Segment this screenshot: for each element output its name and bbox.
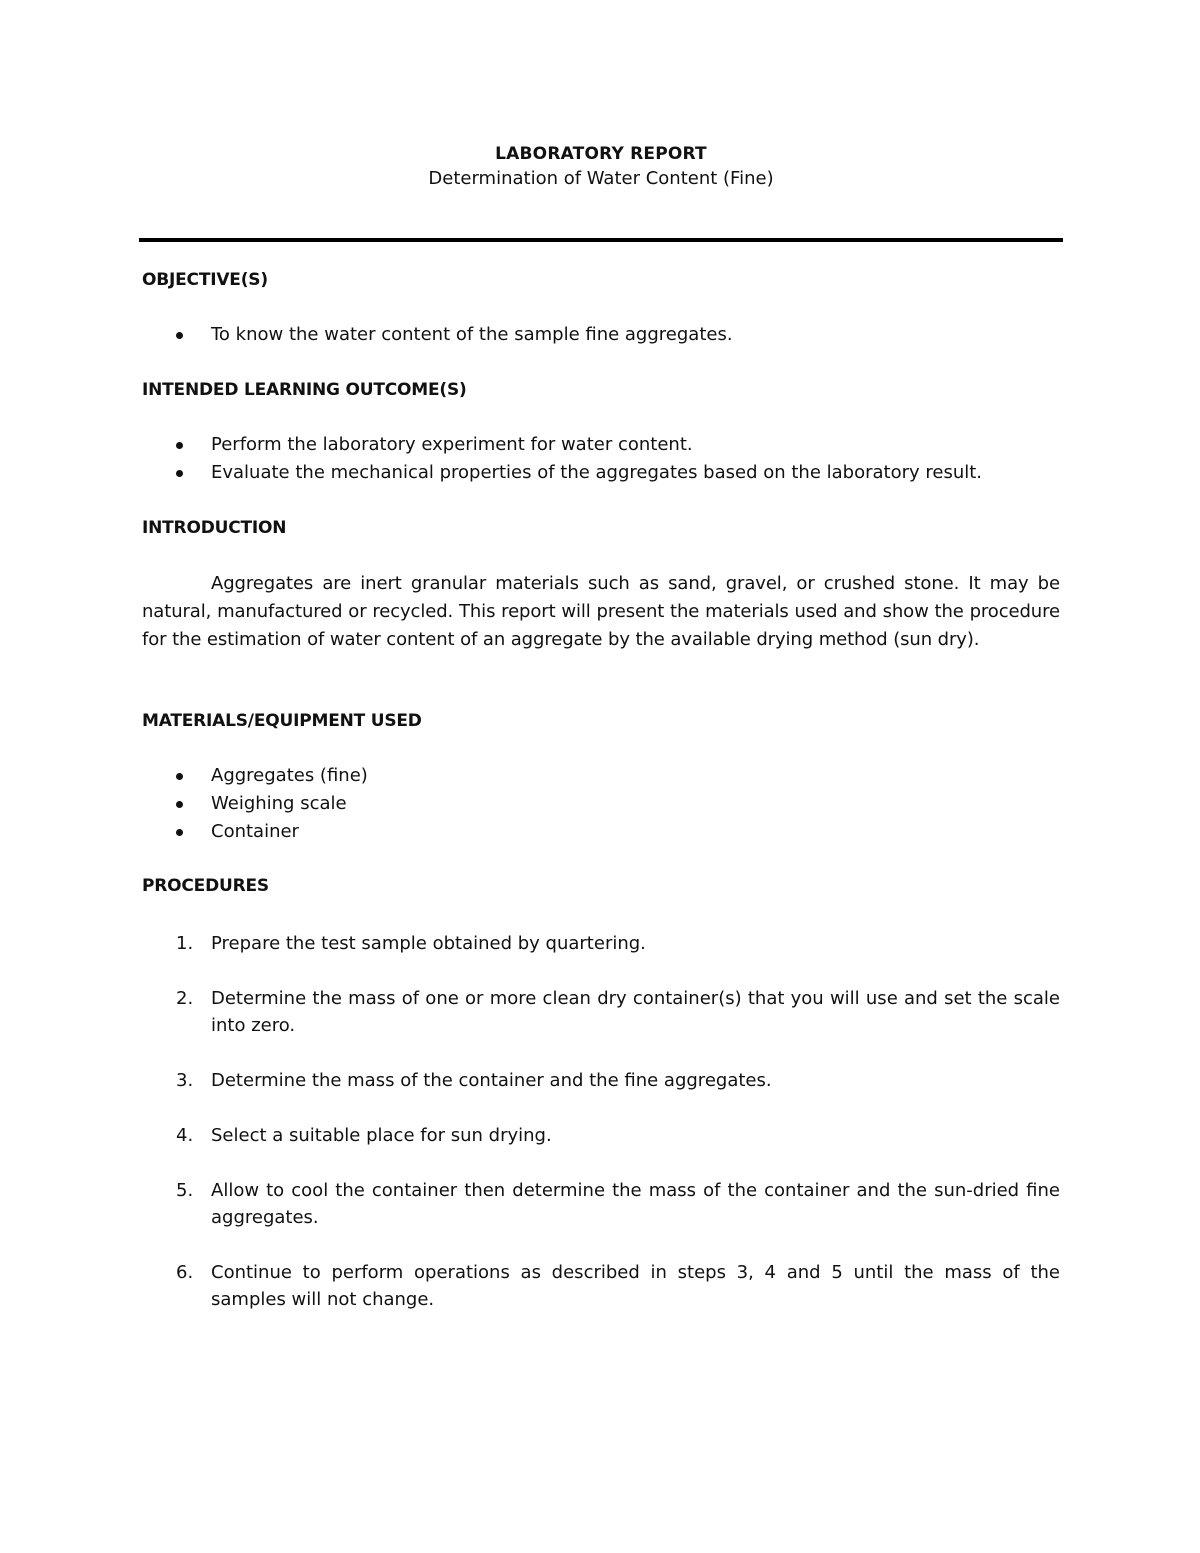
materials-heading: MATERIALS/EQUIPMENT USED [142, 711, 422, 731]
bullet-icon [176, 470, 183, 477]
list-item [142, 433, 982, 461]
step-number: 4. [176, 1125, 194, 1146]
bullet-icon [176, 442, 183, 449]
objectives-heading: OBJECTIVE(S) [142, 270, 268, 290]
introduction-paragraph: Aggregates are inert granular materials such as sand, gravel, or crushed stone. It may be natural, manufactured or recycled. This report will present the materials used and show the procedure for the estimation of water content of an aggregate by the available drying method (sun dry). [142, 573, 1060, 650]
procedure-step [142, 1259, 1060, 1313]
procedure-step [142, 930, 1060, 957]
step-text: Allow to cool the container then determine the mass of the container and the sun-dried fine aggregates. [211, 1180, 1060, 1228]
step-text: Prepare the test sample obtained by quartering. [211, 933, 646, 954]
procedure-step [142, 1067, 1060, 1094]
header-divider [139, 238, 1063, 242]
list-item-text: Weighing scale [211, 793, 347, 814]
list-item-text: Aggregates (fine) [211, 765, 368, 786]
step-number: 5. [176, 1180, 194, 1201]
objectives-list [142, 323, 733, 351]
bullet-icon [176, 829, 183, 836]
procedure-step [142, 985, 1060, 1039]
list-item [142, 461, 982, 489]
report-title: LABORATORY REPORT [495, 144, 707, 164]
bullet-icon [176, 801, 183, 808]
step-text: Select a suitable place for sun drying. [211, 1125, 552, 1146]
step-number: 1. [176, 933, 194, 954]
step-number: 3. [176, 1070, 194, 1091]
list-item [142, 323, 733, 351]
procedure-step [142, 1177, 1060, 1231]
list-item [142, 820, 368, 848]
bullet-icon [176, 773, 183, 780]
step-number: 6. [176, 1262, 194, 1283]
procedure-step [142, 1122, 1060, 1149]
step-text: Continue to perform operations as described in steps 3, 4 and 5 until the mass of the samples will not change. [211, 1262, 1060, 1310]
list-item-text: Container [211, 821, 299, 842]
step-text: Determine the mass of the container and the fine aggregates. [211, 1070, 772, 1091]
step-text: Determine the mass of one or more clean dry container(s) that you will use and set the scale into zero. [211, 988, 1060, 1036]
step-number: 2. [176, 988, 194, 1009]
outcomes-heading: INTENDED LEARNING OUTCOME(S) [142, 380, 467, 400]
report-subtitle: Determination of Water Content (Fine) [428, 168, 774, 189]
list-item-text: Evaluate the mechanical properties of the aggregates based on the laboratory result. [211, 462, 983, 483]
bullet-icon [176, 332, 183, 339]
list-item-text: To know the water content of the sample fine aggregates. [211, 324, 733, 345]
materials-list [142, 764, 368, 848]
procedures-heading: PROCEDURES [142, 876, 269, 896]
list-item [142, 792, 368, 820]
list-item [142, 764, 368, 792]
outcomes-list [142, 433, 982, 489]
list-item-text: Perform the laboratory experiment for water content. [211, 434, 693, 455]
introduction-heading: INTRODUCTION [142, 518, 287, 538]
procedures-list [142, 930, 1060, 1341]
